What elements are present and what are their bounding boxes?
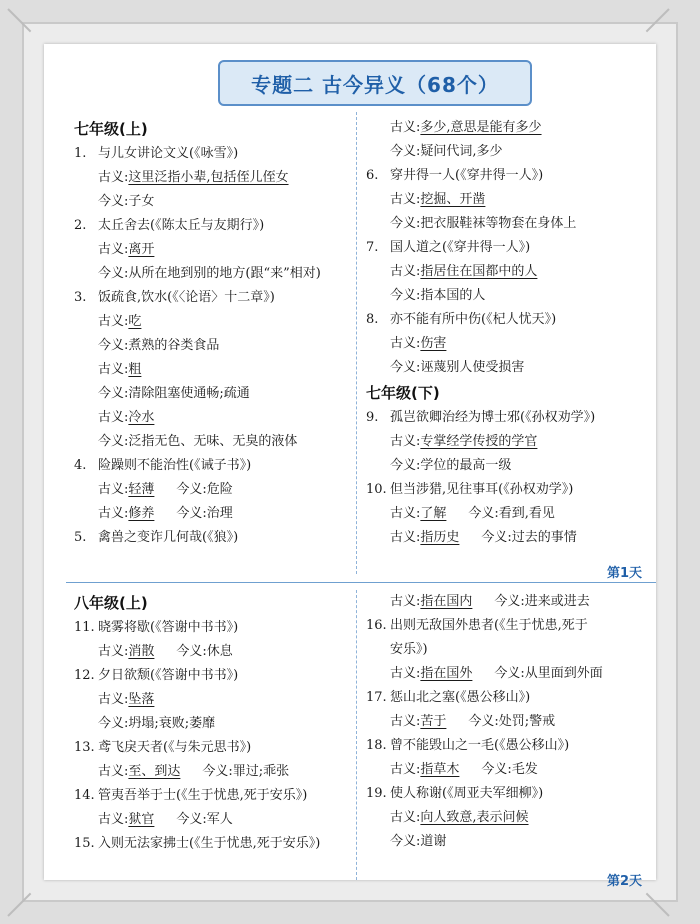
meaning-value: 了解 bbox=[420, 506, 447, 521]
meaning-value: 至、到达 bbox=[128, 764, 181, 779]
grade-heading: 七年级(下) bbox=[366, 384, 440, 402]
meaning-label: 今义: bbox=[390, 216, 421, 231]
entry-text: 饭疏食,饮水(《〈论语〉十二章》) bbox=[98, 290, 275, 305]
entry-sentence bbox=[366, 734, 652, 758]
entry-text: 惩山北之塞(《愚公移山》) bbox=[390, 690, 531, 705]
entry-number: 2. bbox=[74, 218, 87, 233]
meaning-value: 从所在地到别的地方(跟“来”相对) bbox=[128, 266, 321, 281]
meaning-label: 古义: bbox=[98, 314, 129, 329]
meaning-value: 指在国内 bbox=[420, 594, 473, 609]
meaning-label: 古义: bbox=[390, 762, 421, 777]
meaning-row bbox=[366, 430, 652, 454]
meaning-value: 学位的最高一级 bbox=[420, 458, 512, 473]
entry-sentence bbox=[74, 286, 358, 310]
meaning-value: 多少,意思是能有多少 bbox=[420, 120, 542, 135]
entry-text: 禽兽之变诈几何哉(《狼》) bbox=[98, 530, 239, 545]
meaning-row bbox=[74, 334, 358, 358]
meaning-value: 治理 bbox=[206, 506, 233, 521]
meaning-value: 处罚;警戒 bbox=[498, 714, 556, 729]
meaning-value: 轻薄 bbox=[128, 482, 155, 497]
meaning-value: 道谢 bbox=[420, 834, 447, 849]
day-label: 第1天 bbox=[606, 566, 642, 581]
meaning-label: 古义: bbox=[390, 666, 421, 681]
entry-text: 亦不能有所中伤(《杞人忧天》) bbox=[390, 312, 557, 327]
meaning-row bbox=[366, 454, 652, 478]
meaning-row bbox=[74, 310, 358, 334]
entry-sentence bbox=[74, 214, 358, 238]
entry-text: 太丘舍去(《陈太丘与友期行》) bbox=[98, 218, 265, 233]
meaning-value: 指本国的人 bbox=[420, 288, 486, 303]
entry-number: 5. bbox=[74, 530, 87, 545]
meaning-label: 古义: bbox=[98, 692, 129, 707]
meaning-value: 苦于 bbox=[420, 714, 447, 729]
meaning-value: 子女 bbox=[128, 194, 155, 209]
entry-sentence bbox=[366, 686, 652, 710]
meaning-label: 古义: bbox=[390, 530, 421, 545]
meaning-value: 泛指无色、无味、无臭的液体 bbox=[128, 434, 298, 449]
meaning-label: 今义: bbox=[494, 594, 525, 609]
meaning-value: 指历史 bbox=[420, 530, 460, 545]
meaning-value: 离开 bbox=[128, 242, 155, 257]
meaning-label: 古义: bbox=[390, 264, 421, 279]
meaning-value: 煮熟的谷类食品 bbox=[128, 338, 220, 353]
meaning-row bbox=[74, 478, 358, 502]
entry-sentence bbox=[74, 832, 358, 856]
entry-text: 管夷吾举于士(《生于忧患,死于安乐》) bbox=[98, 788, 308, 803]
entry-sentence bbox=[366, 406, 652, 430]
entry-number: 19. bbox=[366, 786, 387, 801]
meaning-label: 古义: bbox=[98, 482, 129, 497]
meaning-row bbox=[366, 806, 652, 830]
meaning-row bbox=[366, 332, 652, 356]
entry-number: 1. bbox=[74, 146, 87, 161]
meaning-row bbox=[366, 212, 652, 236]
entry-number: 9. bbox=[366, 410, 379, 425]
frame-corner bbox=[7, 893, 31, 917]
meaning-value: 粗 bbox=[128, 362, 142, 377]
meaning-value: 挖掘、开凿 bbox=[420, 192, 486, 207]
meaning-row bbox=[366, 260, 652, 284]
meaning-value: 吃 bbox=[128, 314, 142, 329]
meaning-label: 古义: bbox=[98, 506, 129, 521]
meaning-label: 今义: bbox=[176, 812, 207, 827]
document-page bbox=[44, 44, 656, 889]
meaning-label: 今义: bbox=[468, 506, 499, 521]
entry-sentence bbox=[74, 664, 358, 688]
meaning-row bbox=[74, 238, 358, 262]
meaning-value: 罪过;乖张 bbox=[232, 764, 290, 779]
meaning-label: 古义: bbox=[98, 410, 129, 425]
meaning-label: 今义: bbox=[202, 764, 233, 779]
meaning-row bbox=[366, 116, 652, 140]
entry-number: 7. bbox=[366, 240, 379, 255]
meaning-value: 毛发 bbox=[511, 762, 538, 777]
meaning-row bbox=[74, 166, 358, 190]
meaning-row bbox=[366, 830, 652, 854]
meaning-row bbox=[366, 140, 652, 164]
meaning-label: 今义: bbox=[481, 530, 512, 545]
meaning-row bbox=[74, 712, 358, 736]
meaning-value: 从里面到外面 bbox=[524, 666, 603, 681]
entry-text: 与儿女讲论文义(《咏雪》) bbox=[98, 146, 239, 161]
meaning-label: 今义: bbox=[98, 434, 129, 449]
meaning-label: 古义: bbox=[98, 644, 129, 659]
entry-sentence bbox=[366, 614, 652, 638]
entry-sentence bbox=[74, 736, 358, 760]
meaning-row bbox=[74, 382, 358, 406]
entry-sentence bbox=[366, 164, 652, 188]
meaning-value: 狱官 bbox=[128, 812, 155, 827]
meaning-label: 古义: bbox=[390, 434, 421, 449]
section-divider bbox=[66, 582, 656, 583]
meaning-value: 指在国外 bbox=[420, 666, 473, 681]
day-label: 第2天 bbox=[606, 874, 642, 889]
meaning-label: 古义: bbox=[390, 192, 421, 207]
meaning-value: 诬蔑别人使受损害 bbox=[420, 360, 525, 375]
meaning-label: 今义: bbox=[176, 506, 207, 521]
meaning-label: 今义: bbox=[390, 360, 421, 375]
meaning-label: 今义: bbox=[176, 644, 207, 659]
meaning-label: 今义: bbox=[98, 266, 129, 281]
entry-number: 13. bbox=[74, 740, 95, 755]
meaning-row bbox=[366, 526, 652, 550]
meaning-value: 指居住在国都中的人 bbox=[420, 264, 538, 279]
meaning-row bbox=[74, 688, 358, 712]
entry-text: 孤岂欲卿治经为博士邪(《孙权劝学》) bbox=[390, 410, 596, 425]
meaning-value: 清除阻塞使通畅;疏通 bbox=[128, 386, 250, 401]
entry-number: 8. bbox=[366, 312, 379, 327]
meaning-label: 古义: bbox=[390, 120, 421, 135]
meaning-value: 过去的事情 bbox=[511, 530, 577, 545]
meaning-row bbox=[74, 502, 358, 526]
entry-sentence bbox=[74, 784, 358, 808]
meaning-row bbox=[366, 590, 652, 614]
entry-sentence bbox=[74, 454, 358, 478]
entry-text: 出则无敌国外患者(《生于忧患,死于 bbox=[390, 618, 588, 633]
meaning-label: 今义: bbox=[98, 716, 129, 731]
entry-number: 14. bbox=[74, 788, 95, 803]
entry-number: 18. bbox=[366, 738, 387, 753]
entry-number: 15. bbox=[74, 836, 95, 851]
entry-continuation: 安乐》) bbox=[390, 642, 428, 657]
meaning-row bbox=[366, 356, 652, 380]
meaning-value: 进来或进去 bbox=[524, 594, 590, 609]
meaning-row bbox=[366, 710, 652, 734]
frame-corner bbox=[7, 8, 31, 32]
entry-sentence bbox=[366, 782, 652, 806]
entry-text: 曾不能毁山之一毛(《愚公移山》) bbox=[390, 738, 570, 753]
entry-text: 夕日欲颓(《答谢中书书》) bbox=[98, 668, 239, 683]
meaning-label: 今义: bbox=[390, 458, 421, 473]
meaning-label: 古义: bbox=[390, 594, 421, 609]
meaning-label: 今义: bbox=[390, 288, 421, 303]
meaning-value: 指草木 bbox=[420, 762, 460, 777]
entry-number: 12. bbox=[74, 668, 95, 683]
meaning-value: 专掌经学传授的学官 bbox=[420, 434, 538, 449]
meaning-value: 冷水 bbox=[128, 410, 155, 425]
meaning-label: 古义: bbox=[390, 336, 421, 351]
meaning-label: 古义: bbox=[390, 714, 421, 729]
entry-number: 17. bbox=[366, 690, 387, 705]
entry-number: 6. bbox=[366, 168, 379, 183]
entry-number: 3. bbox=[74, 290, 87, 305]
entry-number: 16. bbox=[366, 618, 387, 633]
entry-text: 但当涉猎,见往事耳(《孙权劝学》) bbox=[390, 482, 574, 497]
meaning-value: 军人 bbox=[206, 812, 233, 827]
meaning-row bbox=[74, 640, 358, 664]
meaning-row bbox=[74, 760, 358, 784]
meaning-value: 这里泛指小辈,包括侄儿侄女 bbox=[128, 170, 289, 185]
entry-sentence bbox=[74, 616, 358, 640]
entry-number: 11. bbox=[74, 620, 95, 635]
meaning-label: 今义: bbox=[98, 194, 129, 209]
meaning-row bbox=[366, 188, 652, 212]
entry-sentence bbox=[366, 236, 652, 260]
right-column-top bbox=[366, 116, 652, 550]
meaning-label: 今义: bbox=[98, 386, 129, 401]
meaning-label: 今义: bbox=[481, 762, 512, 777]
meaning-value: 把衣服鞋袜等物套在身体上 bbox=[420, 216, 577, 231]
left-column-top bbox=[74, 116, 358, 550]
entry-text: 使人称谢(《周亚夫军细柳》) bbox=[390, 786, 544, 801]
meaning-value: 危险 bbox=[206, 482, 233, 497]
meaning-row bbox=[366, 662, 652, 686]
meaning-row bbox=[74, 406, 358, 430]
meaning-row bbox=[74, 430, 358, 454]
meaning-label: 今义: bbox=[176, 482, 207, 497]
meaning-value: 坠落 bbox=[128, 692, 155, 707]
meaning-row bbox=[74, 190, 358, 214]
entry-number: 10. bbox=[366, 482, 387, 497]
meaning-value: 看到,看见 bbox=[498, 506, 555, 521]
entry-sentence bbox=[366, 308, 652, 332]
meaning-value: 休息 bbox=[206, 644, 233, 659]
entry-text: 穿井得一人(《穿井得一人》) bbox=[390, 168, 544, 183]
entry-text: 鸢飞戾天者(《与朱元思书》) bbox=[98, 740, 252, 755]
meaning-label: 古义: bbox=[98, 170, 129, 185]
meaning-label: 古义: bbox=[390, 506, 421, 521]
entry-sentence bbox=[366, 478, 652, 502]
meaning-value: 向人致意,表示问候 bbox=[420, 810, 529, 825]
grade-heading: 七年级(上) bbox=[74, 120, 148, 138]
meaning-row bbox=[366, 758, 652, 782]
entry-sentence bbox=[74, 526, 358, 550]
meaning-value: 伤害 bbox=[420, 336, 447, 351]
meaning-row bbox=[74, 262, 358, 286]
entry-number: 4. bbox=[74, 458, 87, 473]
meaning-label: 今义: bbox=[98, 338, 129, 353]
meaning-value: 修养 bbox=[128, 506, 155, 521]
topic-title: 专题二 古今异义（68个） bbox=[218, 60, 532, 106]
meaning-label: 今义: bbox=[390, 144, 421, 159]
meaning-label: 古义: bbox=[98, 362, 129, 377]
meaning-label: 古义: bbox=[390, 810, 421, 825]
entry-text: 国人道之(《穿井得一人》) bbox=[390, 240, 531, 255]
meaning-value: 坍塌;衰败;萎靡 bbox=[128, 716, 216, 731]
right-column-bottom bbox=[366, 590, 652, 854]
meaning-value: 疑问代词,多少 bbox=[420, 144, 503, 159]
meaning-row bbox=[74, 358, 358, 382]
meaning-label: 今义: bbox=[468, 714, 499, 729]
meaning-label: 今义: bbox=[390, 834, 421, 849]
grade-heading: 八年级(上) bbox=[74, 594, 148, 612]
entry-sentence bbox=[74, 142, 358, 166]
meaning-row bbox=[366, 502, 652, 526]
meaning-label: 古义: bbox=[98, 812, 129, 827]
entry-text: 晓雾将歇(《答谢中书书》) bbox=[98, 620, 239, 635]
meaning-label: 古义: bbox=[98, 764, 129, 779]
meaning-value: 消散 bbox=[128, 644, 155, 659]
meaning-label: 今义: bbox=[494, 666, 525, 681]
meaning-label: 古义: bbox=[98, 242, 129, 257]
entry-text: 入则无法家拂士(《生于忧患,死于安乐》) bbox=[98, 836, 321, 851]
entry-text: 险躁则不能治性(《诫子书》) bbox=[98, 458, 252, 473]
meaning-row bbox=[366, 284, 652, 308]
meaning-row bbox=[74, 808, 358, 832]
left-column-bottom bbox=[74, 590, 358, 856]
